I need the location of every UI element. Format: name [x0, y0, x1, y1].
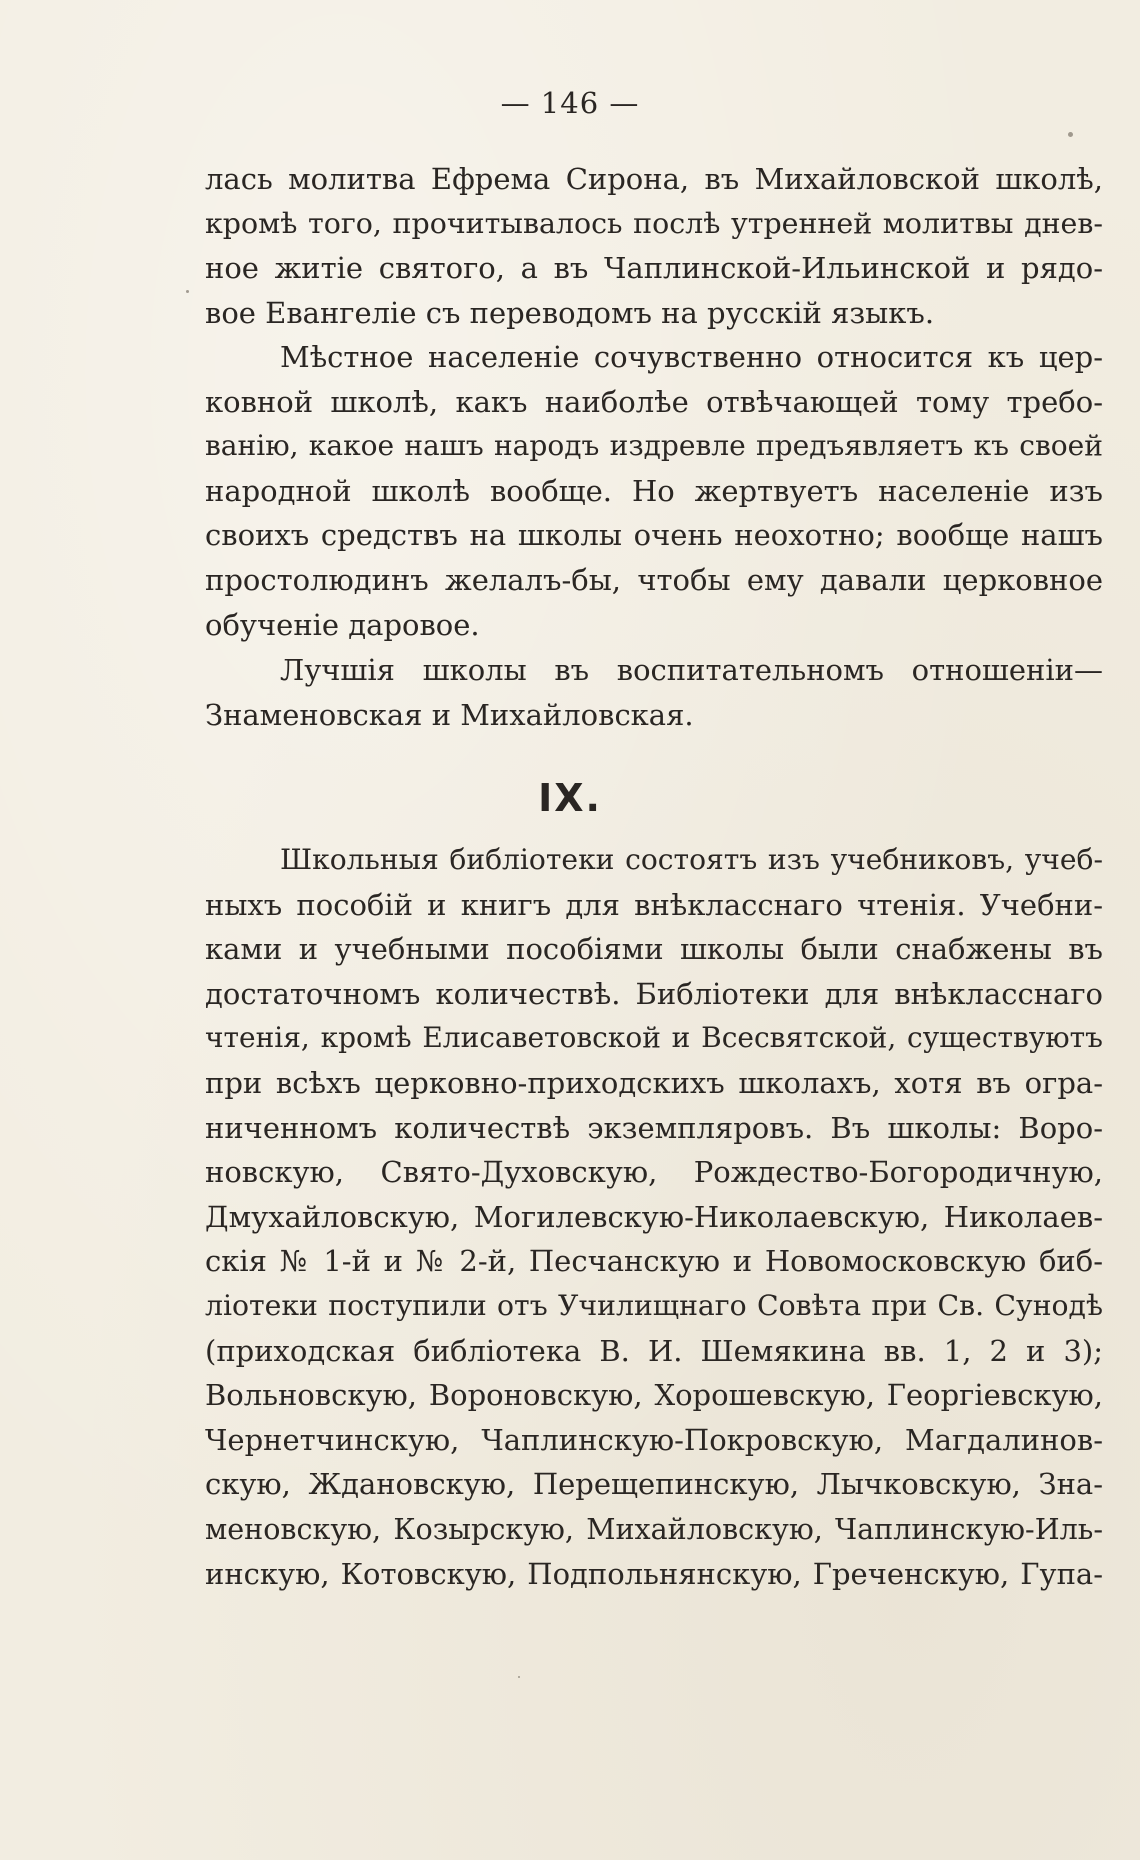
- text-line: Школьныя библіотеки состоятъ изъ учебниковъ, учеб-: [280, 843, 1103, 876]
- text-line: народной школѣ вообще. Но жертвуетъ населеніе изъ: [205, 473, 1103, 508]
- text-line: лась молитва Ефрема Сирона, въ Михайловской школѣ,: [205, 162, 1103, 196]
- text-line: скія № 1-й и № 2-й, Песчанскую и Новомосковскую биб-: [205, 1244, 1103, 1279]
- text-line: Вольновскую, Вороновскую, Хорошевскую, Георгіевскую,: [205, 1378, 1103, 1413]
- text-line: Дмухайловскую, Могилевскую-Николаевскую, Николаев-: [205, 1199, 1103, 1234]
- paragraph-best-schools: [205, 648, 1103, 737]
- paper-speck: [186, 290, 189, 293]
- paragraph-prayer-continuation: [205, 157, 1103, 335]
- text-line: ліотеки поступили отъ Училищнаго Совѣта при Св. Сунодѣ: [205, 1288, 1103, 1322]
- text-line: при всѣхъ церковно-приходскихъ школахъ, хотя въ огра-: [205, 1065, 1103, 1100]
- text-line: (приходская библіотека В. И. Шемякина вв. 1, 2 и 3);: [205, 1333, 1103, 1368]
- text-line: вое Евангеліе съ переводомъ на русскій языкъ.: [205, 295, 935, 330]
- text-line: Чернетчинскую, Чаплинскую-Покровскую, Магдалинов-: [205, 1422, 1103, 1457]
- section-heading: IX.: [538, 776, 602, 820]
- text-line: ное житіе святого, а въ Чаплинской-Ильинской и рядо-: [205, 251, 1103, 286]
- text-line: кромѣ того, прочитывалось послѣ утренней молитвы днев-: [205, 206, 1103, 240]
- text-line: Лучшія школы въ воспитательномъ отношеніи—: [280, 653, 1103, 687]
- paragraph-local-population: [205, 335, 1103, 647]
- text-line: чтенія, кромѣ Елисаветовской и Всесвятской, существуютъ: [205, 1021, 1103, 1055]
- paper-speck: [1068, 132, 1073, 137]
- text-line: новскую, Свято-Духовскую, Рождество-Богородичную,: [205, 1155, 1103, 1190]
- text-line: своихъ средствъ на школы очень неохотно; вообще нашъ: [205, 518, 1103, 553]
- text-line: Мѣстное населеніе сочувственно относится къ цер-: [280, 340, 1103, 374]
- text-line: простолюдинъ желалъ-бы, чтобы ему давали церковное: [205, 562, 1103, 597]
- page-number: — 146 —: [500, 86, 640, 120]
- text-line: ныхъ пособій и книгъ для внѣкласснаго чтенія. Учебни-: [205, 887, 1103, 922]
- text-line: инскую, Котовскую, Подпольнянскую, Греченскую, Гупа-: [205, 1556, 1103, 1591]
- text-line: ванію, какое нашъ народъ издревле предъявляетъ къ своей: [205, 429, 1103, 463]
- text-line: достаточномъ количествѣ. Библіотеки для внѣкласснаго: [205, 976, 1103, 1011]
- text-line: скую, Ждановскую, Перещепинскую, Лычковскую, Зна-: [205, 1467, 1103, 1502]
- paper-speck: [518, 1676, 520, 1678]
- text-line: Знаменовская и Михайловская.: [205, 697, 694, 732]
- text-line: ковной школѣ, какъ наиболѣе отвѣчающей тому требо-: [205, 384, 1103, 419]
- text-line: ниченномъ количествѣ экземпляровъ. Въ школы: Воро-: [205, 1110, 1103, 1145]
- text-line: меновскую, Козырскую, Михайловскую, Чаплинскую-Иль-: [205, 1511, 1103, 1546]
- text-line: обученіе даровое.: [205, 607, 480, 642]
- text-line: ками и учебными пособіями школы были снабжены въ: [205, 932, 1103, 967]
- paragraph-school-libraries: [205, 838, 1103, 1596]
